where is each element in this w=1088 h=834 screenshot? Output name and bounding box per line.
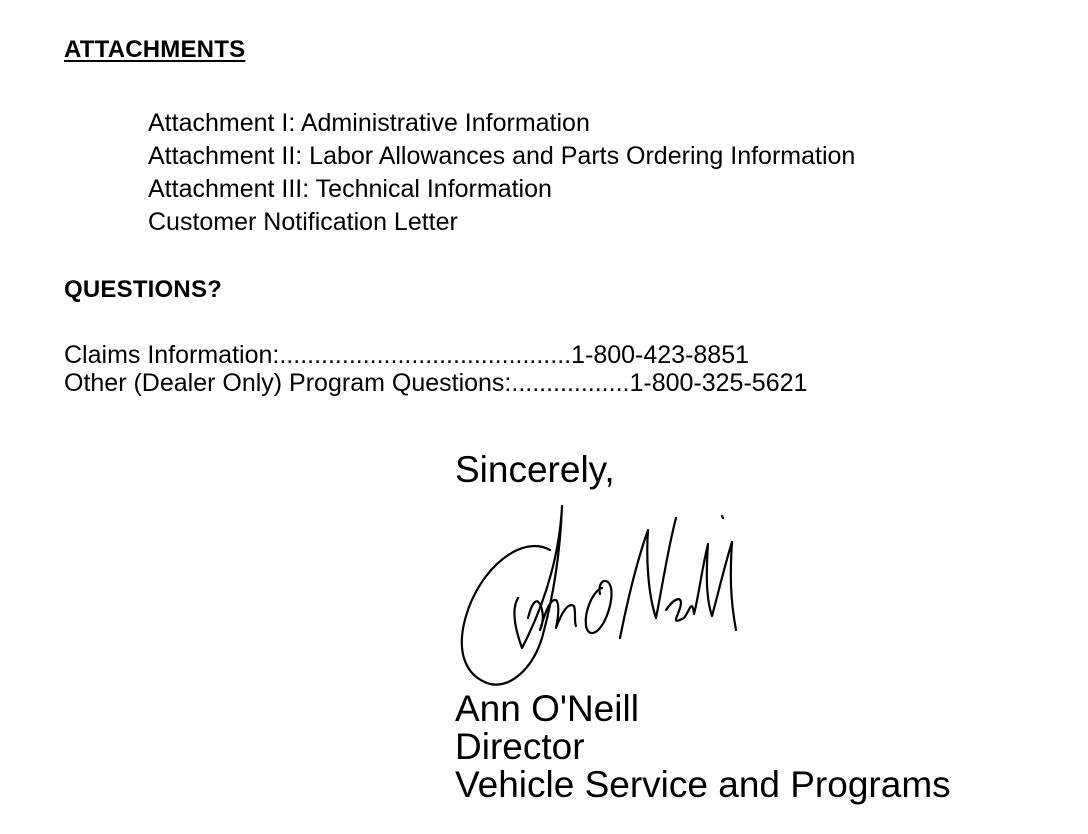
- signature: [452, 498, 752, 690]
- contact-label: Other (Dealer Only) Program Questions:: [64, 369, 512, 397]
- contact-label: Claims Information:: [64, 341, 280, 369]
- attachment-item: Attachment III: Technical Information: [148, 175, 552, 203]
- attachments-heading: ATTACHMENTS: [64, 36, 246, 63]
- questions-heading: QUESTIONS?: [64, 276, 223, 303]
- contact-leader: ..........................................: [279, 341, 572, 369]
- signer-department: Vehicle Service and Programs: [455, 764, 951, 805]
- attachment-item: Attachment II: Labor Allowances and Parts Ordering Information: [148, 142, 856, 170]
- contact-list: [64, 341, 807, 397]
- contact-claims: [64, 341, 807, 369]
- attachment-item: Attachment I: Administrative Information: [148, 109, 590, 137]
- signature-block: [455, 690, 951, 804]
- attachments-list: [148, 107, 855, 239]
- signer-title: Director: [455, 726, 585, 767]
- contact-phone: 1-800-325-5621: [629, 369, 808, 397]
- closing-salutation: Sincerely,: [455, 449, 615, 490]
- signer-name: Ann O'Neill: [455, 688, 639, 729]
- contact-leader: .................: [511, 369, 630, 397]
- contact-phone: 1-800-423-8851: [571, 341, 750, 369]
- attachment-item: Customer Notification Letter: [148, 208, 458, 236]
- contact-program-questions: [64, 369, 807, 397]
